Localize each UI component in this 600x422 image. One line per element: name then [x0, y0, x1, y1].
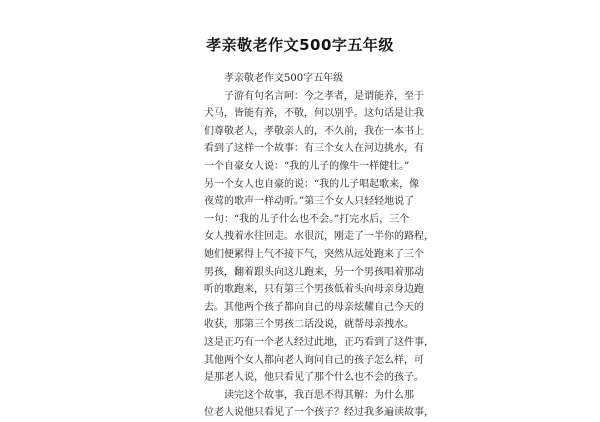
document-title: 孝亲敬老作文500字五年级: [206, 36, 394, 54]
essay-line: 其他两个女人都向老人询问自己的孩子怎么样，可: [204, 354, 424, 366]
essay-line: 听的歌跑来，只有第三个男孩低着头向母亲身边跑: [204, 284, 424, 296]
essay-line: 是那老人说，他只看见了那个什么也不会的孩子。: [204, 372, 424, 384]
essay-line: 读完这个故事，我百思不得其解：为什么那: [224, 389, 414, 401]
essay-line: 们尊敬老人，孝敬亲人的，不久前，我在一本书上: [204, 125, 424, 137]
essay-line: 夜莺的歌声一样动听。”第三个女人只轻轻地说了: [204, 196, 415, 208]
essay-line: 男孩，翻着跟头向这儿跑来，另一个男孩唱着那动: [204, 266, 424, 278]
document-body: [204, 70, 434, 422]
essay-line: 她们便累得上气不接下气，突然从远处跑来了三个: [204, 248, 424, 260]
essay-line: 位老人说他只看见了一个孩子？经过我多遍读故事，: [204, 407, 434, 419]
essay-subtitle-line: 孝亲敬老作文500字五年级: [224, 73, 344, 84]
essay-line: 一句：“我的儿子什么也不会。”打完水后，三个: [204, 213, 410, 225]
essay-line: 女人拽着水往回走。水很沉，刚走了一半你的路程，: [204, 231, 434, 243]
essay-line: 这是正巧有一个老人经过此地，正巧看到了这件事，: [204, 336, 434, 348]
essay-line: 一个自豪女人说：“我的儿子的像牛一样健壮。”: [204, 160, 410, 172]
essay-line: 子游有句名言呵：今之孝者，是谓能养，至于: [224, 90, 424, 102]
essay-line: 犬马，皆能有养，不敬，何以别乎。这句话是让我: [204, 108, 424, 120]
essay-line: 收获，那第三个男孩二话没说，就帮母亲拽水。: [204, 319, 414, 331]
essay-line: 另一个女人也自豪的说：“我的儿子唱起歌来，像: [204, 178, 420, 190]
essay-line: 去。其他两个孩子都向自己的母亲炫耀自己今天的: [204, 301, 424, 313]
essay-line: 看到了这样一个故事：有三个女人在河边挑水，有: [204, 143, 424, 155]
